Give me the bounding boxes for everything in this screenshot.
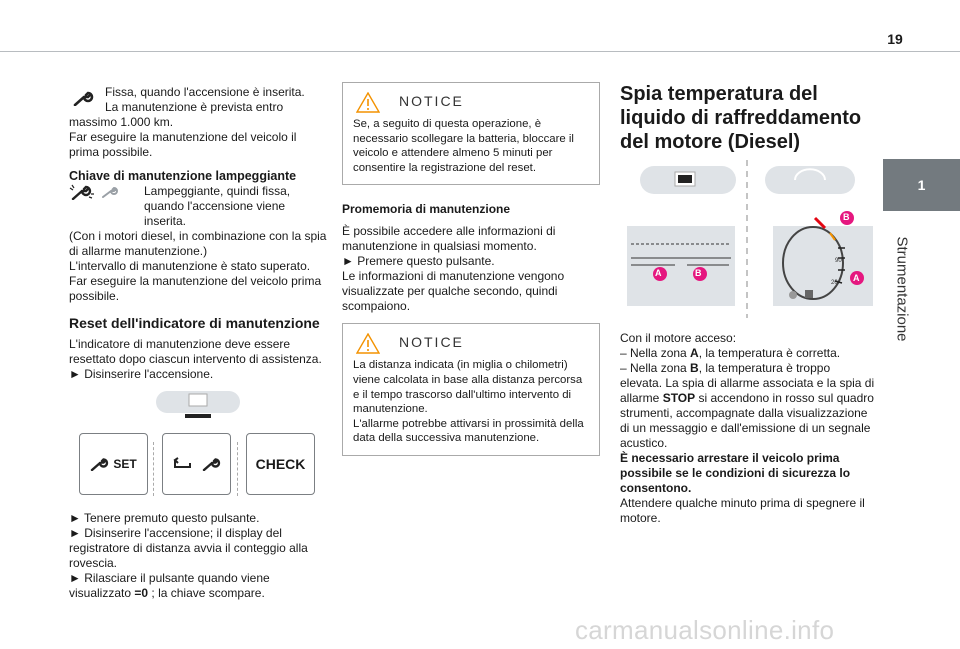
temp-text-5: Attendere qualche minuto prima di spegnere il motore.: [620, 496, 865, 525]
temp-text-3a: – Nella zona: [620, 361, 691, 375]
after-text-3b: =0: [134, 586, 149, 600]
notice-label: NOTICE: [399, 93, 464, 109]
notice-text-1: Se, a seguito di questa operazione, è necessario scollegare la batteria, bloccare il veicolo e attendere almeno 5 minuti per consentire la registrazione del reset.: [353, 118, 574, 174]
notice-box-2: [342, 323, 600, 456]
notice-text-2a: La distanza indicata (in miglia o chilometri) viene calcolata in base alla distanza percorsa e il tempo trascorso dall'ultimo intervento di manutenzione.: [353, 359, 583, 416]
flash-text-2: quando l'accensione viene inserita.: [144, 199, 286, 228]
temp-text-1: Con il motore acceso:: [620, 331, 737, 345]
notice-label: NOTICE: [399, 334, 464, 351]
warning-triangle-icon: [356, 333, 380, 354]
fixed-text-3: massimo 1.000 km.: [69, 115, 174, 129]
warning-triangle-icon: [356, 92, 380, 113]
reset-wrench-button[interactable]: [162, 433, 231, 495]
chapter-label: Strumentazione: [893, 236, 911, 342]
instrument-cluster-illustration: [155, 388, 241, 420]
temp-text-2a: – Nella zona: [620, 346, 691, 360]
header-rule: [0, 51, 960, 52]
gauge-a-marker: A: [853, 273, 860, 283]
temp-text-3e: si accendono in rosso sul quadro strumenti, accompagnate dalla visualizzazione di un messaggio e dall'emissione di un segnale acustico.: [620, 391, 874, 450]
reset-text-2: ► Disinserire l'accensione.: [69, 367, 214, 381]
column-middle: [342, 82, 600, 456]
notice-text-2b: L'allarme potrebbe attivarsi in prossimità della data della successiva manutenzione.: [353, 417, 584, 445]
after-text-2: ► Disinserire l'accensione; il display del registratore di distanza avvia il conteggio alla rovescia.: [69, 526, 308, 570]
watermark: carmanualsonline.info: [575, 615, 835, 645]
after-text-1: ► Tenere premuto questo pulsante.: [69, 511, 260, 525]
flash-text-5: Far eseguire la manutenzione del veicolo prima possibile.: [69, 274, 322, 303]
section-title: Spia temperatura del liquido di raffreddamento del motore (Diesel): [620, 83, 862, 153]
flash-text-4: L'intervallo di manutenzione è stato superato.: [69, 259, 311, 273]
memo-text-2: ► Premere questo pulsante.: [342, 254, 495, 269]
column-left: [69, 85, 327, 382]
gauge-b-marker: B: [843, 212, 850, 222]
set-button[interactable]: [79, 433, 148, 495]
notice-box-1: [342, 82, 600, 185]
temp-warning: È necessario arrestare il veicolo prima possibile se le condizioni di sicurezza lo consentono.: [620, 451, 851, 495]
fixed-text-4: Far eseguire la manutenzione del veicolo il prima possibile.: [69, 130, 297, 159]
flashing-wrench-icon: [69, 184, 139, 200]
divider: [153, 442, 154, 496]
memo-text-3: Le informazioni di manutenzione vengono visualizzate per qualche secondo, quindi scompaiono.: [342, 269, 565, 314]
temp-text-3c: , la temperatura è troppo elevata. La spia di allarme associata e la spia di allarme: [620, 361, 875, 405]
chapter-number: 1: [917, 177, 926, 193]
zone-a-label: A: [655, 268, 662, 278]
column-right: [620, 82, 875, 154]
flash-text-3: (Con i motori diesel, in combinazione con la spia di allarme manutenzione.): [69, 229, 327, 258]
after-text-3c: ; la chiave scompare.: [148, 586, 265, 600]
flash-text-1: Lampeggiante, quindi fissa,: [144, 184, 291, 198]
reset-text-1: L'indicatore di manutenzione deve essere resettato dopo ciascun intervento di assistenza.: [69, 337, 322, 366]
check-button[interactable]: [246, 433, 315, 495]
temp-text-3b: B: [690, 361, 699, 375]
temp-text-2c: , la temperatura è corretta.: [698, 346, 841, 360]
reset-heading: Reset dell'indicatore di manutenzione: [69, 315, 320, 331]
temp-text-2b: A: [690, 346, 699, 360]
flashing-key-heading: Chiave di manutenzione lampeggiante: [69, 169, 297, 183]
temp-text-3d: STOP: [662, 391, 696, 405]
chapter-label-vertical: [872, 234, 932, 344]
coolant-gauge-illustration: [625, 158, 875, 323]
set-label: SET: [113, 457, 137, 471]
wrench-icon: [202, 457, 222, 471]
after-text-3a: ► Rilasciare il pulsante quando viene visualizzato: [69, 571, 270, 600]
gauge-90-label: 90: [835, 258, 842, 264]
column-left-bottom: [69, 511, 327, 601]
check-label: CHECK: [255, 456, 306, 472]
divider: [237, 442, 238, 496]
memo-heading: Promemoria di manutenzione: [342, 202, 511, 217]
return-arrow-icon: [172, 457, 194, 471]
chapter-tab[interactable]: [883, 159, 960, 211]
fixed-text-2: La manutenzione è prevista entro: [105, 100, 284, 114]
fixed-text-1: Fissa, quando l'accensione è inserita.: [105, 85, 305, 99]
column-right-body: [620, 331, 875, 526]
page-number: 19: [887, 31, 903, 47]
gauge-20-label: 20: [831, 280, 838, 286]
memo-text-1: È possibile accedere alle informazioni di manutenzione in qualsiasi momento.: [342, 224, 556, 254]
wrench-icon: [90, 457, 110, 471]
zone-b-label: B: [695, 268, 702, 278]
